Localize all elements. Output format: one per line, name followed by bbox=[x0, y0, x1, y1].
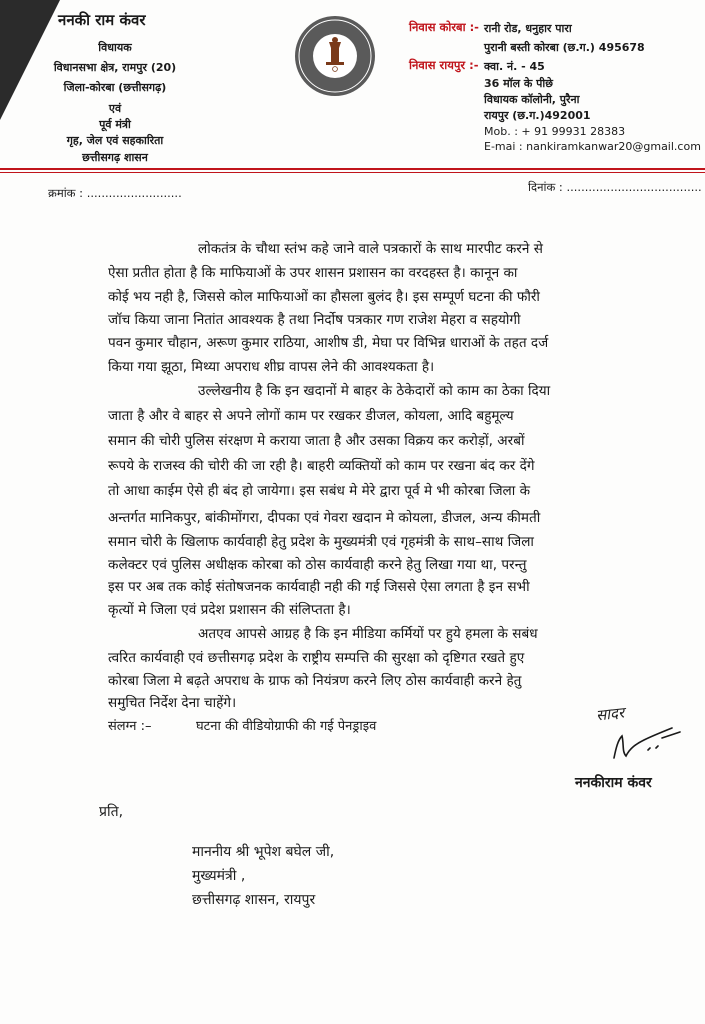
korba-address-line1: रानी रोड, धनुहार पारा bbox=[484, 22, 572, 35]
sender-district: जिला-कोरबा (छत्तीसगढ़) bbox=[63, 81, 167, 94]
body-line: ऐसा प्रतीत होता है कि माफियाओं के उपर शासन प्रशासन का वरदहस्त है। कानून का bbox=[108, 265, 518, 281]
recipient-line3: छत्तीसगढ़ शासन, रायपुर bbox=[192, 892, 316, 908]
recipient-prefix: प्रति, bbox=[99, 804, 124, 820]
body-line: समान की चोरी पुलिस संरक्षण मे कराया जाता है और उसका विक्रय कर करोड़ों, अरबों bbox=[108, 433, 525, 449]
body-line: जाता है और वे बाहर से अपने लोगों काम पर रखकर डीजल, कोयला, आदि बहुमूल्य bbox=[108, 408, 514, 424]
raipur-residence-label: निवास रायपुर :- bbox=[409, 58, 479, 72]
body-line: अतएव आपसे आग्रह है कि इन मीडिया कर्मियों पर हुये हमला के सबंध bbox=[198, 626, 538, 642]
korba-address-line2: पुरानी बस्ती कोरबा (छ.ग.) 495678 bbox=[484, 41, 645, 54]
body-line: इस पर अब तक कोई संतोषजनक कार्यवाही नही की गई जिससे ऐसा लगता है इन सभी bbox=[108, 579, 530, 595]
recipient-line1: माननीय श्री भूपेश बघेल जी, bbox=[192, 844, 335, 860]
body-line: कोरबा जिला मे बढ़ते अपराध के ग्राफ को नियंत्रण करने लिए ठोस कार्यवाही करने हेतु bbox=[108, 673, 522, 689]
sender-former-post: पूर्व मंत्री bbox=[99, 118, 131, 131]
letterhead-divider bbox=[0, 168, 705, 170]
emblem-seal-icon bbox=[293, 14, 377, 98]
enclosure-text: घटना की वीडियोग्राफी की गई पेनड्राइव bbox=[196, 719, 377, 734]
body-line: अन्तर्गत मानिकपुर, बांकीमोंगरा, दीपका एवं गेवरा खदान मे कोयला, डीजल, अन्य कीमती bbox=[108, 510, 541, 526]
raipur-address-line3: विधायक कॉलोनी, पुरैना bbox=[484, 93, 580, 106]
body-line: पवन कुमार चौहान, अरूण कुमार राठिया, आशीष डी, मेघा पर विभिन्न धाराओं के तहत दर्ज bbox=[108, 335, 549, 351]
body-line: तो आधा काईम ऐसे ही बंद हो जायेगा। इस सबंध मे मेरे द्वारा पूर्व मे भी कोरबा जिला के bbox=[108, 483, 531, 499]
signatory-name: ननकीराम कंवर bbox=[575, 775, 652, 791]
letter-date: दिनांक : ..................................... bbox=[528, 180, 702, 194]
sender-title: विधायक bbox=[98, 41, 132, 54]
raipur-address-line2: 36 मॉल के पीछे bbox=[484, 77, 553, 90]
body-line: त्वरित कार्यवाही एवं छत्तीसगढ़ प्रदेश के राष्ट्रीय सम्पत्ति की सुरक्षा को दृष्टिगत रखते हुए bbox=[108, 650, 525, 666]
reference-number: क्रमांक : .......................... bbox=[48, 186, 182, 200]
body-line: कोई भय नही है, जिससे कोल माफियाओं का हौसला बुलंद है। इस सम्पूर्ण घटना की फौरी bbox=[108, 289, 540, 305]
sender-name: ननकी राम कंवर bbox=[58, 11, 146, 29]
signature-remark: सादर bbox=[595, 703, 626, 725]
sender-and: एवं bbox=[108, 102, 122, 115]
body-line: रूपये के राजस्व की चोरी की जा रही है। बाहरी व्यक्तियों को काम पर रखना बंद कर देंगे bbox=[108, 458, 535, 474]
body-line: उल्लेखनीय है कि इन खदानों मे बाहर के ठेकेदारों को काम का ठेका दिया bbox=[198, 383, 551, 399]
raipur-address-line4: रायपुर (छ.ग.)492001 bbox=[484, 109, 591, 122]
korba-residence-label: निवास कोरबा :- bbox=[409, 20, 479, 34]
body-line: समान चोरी के खिलाफ कार्यवाही हेतु प्रदेश के मुख्यमंत्री एवं गृहमंत्री के साथ–साथ जिला bbox=[108, 534, 534, 550]
email-address: E-mai : nankiramkanwar20@gmail.com bbox=[484, 140, 701, 153]
body-line: किया गया झूठा, मिथ्या अपराध शीघ्र वापस लेने की आवश्यकता है। bbox=[108, 359, 435, 375]
sender-constituency: विधानसभा क्षेत्र, रामपुर (20) bbox=[53, 61, 177, 74]
handwritten-signature-icon bbox=[610, 718, 690, 764]
raipur-address-line1: क्वा. नं. - 45 bbox=[484, 60, 545, 73]
body-line: समुचित निर्देश देना चाहेंगे। bbox=[108, 695, 237, 711]
body-line: जॉच किया जाना नितांत आवश्यक है तथा निर्दोष पत्रकार गण राजेश मेहरा व सहयोगी bbox=[108, 312, 521, 328]
letterhead-divider-thin bbox=[0, 172, 705, 173]
recipient-line2: मुख्यमंत्री , bbox=[192, 868, 246, 884]
mobile-number: Mob. : + 91 99931 28383 bbox=[484, 125, 626, 138]
sender-government: छत्तीसगढ़ शासन bbox=[82, 151, 148, 164]
body-line: कृत्यों मे जिला एवं प्रदेश प्रशासन की संलिप्तता है। bbox=[108, 602, 351, 618]
enclosure-label: संलग्न :– bbox=[108, 719, 152, 734]
body-line: कलेक्टर एवं पुलिस अधीक्षक कोरबा को ठोस कार्यवाही करने हेतु लिखा गया था, परन्तु bbox=[108, 557, 527, 573]
body-line: लोकतंत्र के चौथा स्तंभ कहे जाने वाले पत्रकारों के साथ मारपीट करने से bbox=[198, 241, 543, 257]
assembly-emblem bbox=[293, 14, 377, 98]
sender-portfolio: गृह, जेल एवं सहकारिता bbox=[66, 134, 164, 147]
